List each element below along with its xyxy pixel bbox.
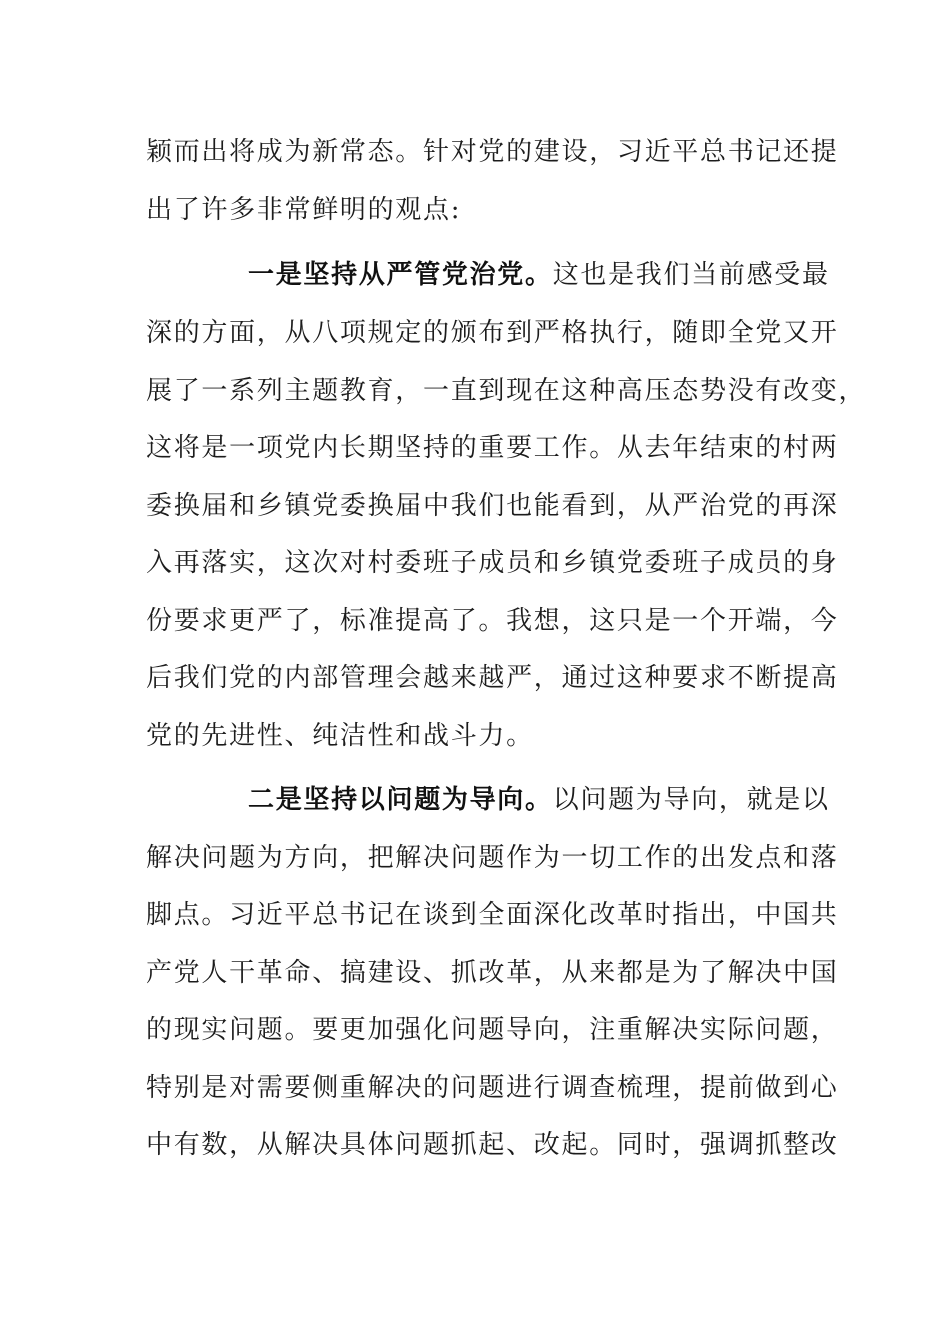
paragraph-line: 颖而出将成为新常态。针对党的建设，习近平总书记还提: [146, 137, 839, 167]
paragraph-line: 后我们党的内部管理会越来越严，通过这种要求不断提高: [146, 663, 839, 693]
point-2-first-line: [248, 780, 830, 820]
paragraph-line: 中有数，从解决具体问题抓起、改起。同时，强调抓整改: [146, 1130, 839, 1160]
paragraph-line: 份要求更严了，标准提高了。我想，这只是一个开端，今: [146, 606, 839, 636]
point-2-text: 以问题为导向，就是以: [552, 785, 830, 815]
point-1-first-line: [248, 255, 830, 295]
paragraph-line: 展了一系列主题教育，一直到现在这种高压态势没有改变，: [146, 376, 867, 406]
paragraph-line: 特别是对需要侧重解决的问题进行调查梳理，提前做到心: [146, 1073, 839, 1103]
paragraph-line: 出了许多非常鲜明的观点:: [146, 195, 462, 225]
point-1-heading: 一是坚持从严管党治党。: [248, 260, 553, 290]
paragraph-line: 产党人干革命、搞建设、抓改革，从来都是为了解决中国: [146, 958, 839, 988]
paragraph-line: 委换届和乡镇党委换届中我们也能看到，从严治党的再深: [146, 491, 839, 521]
paragraph-line: 的现实问题。要更加强化问题导向，注重解决实际问题，: [146, 1015, 839, 1045]
paragraph-line: 深的方面，从八项规定的颁布到严格执行，随即全党又开: [146, 318, 839, 348]
point-1-text: 这也是我们当前感受最: [552, 260, 830, 290]
paragraph-line: 这将是一项党内长期坚持的重要工作。从去年结束的村两: [146, 433, 839, 463]
point-2-heading: 二是坚持以问题为导向。: [248, 785, 553, 815]
paragraph-line: 脚点。习近平总书记在谈到全面深化改革时指出，中国共: [146, 900, 839, 930]
paragraph-line: 党的先进性、纯洁性和战斗力。: [146, 721, 534, 751]
paragraph-line: 解决问题为方向，把解决问题作为一切工作的出发点和落: [146, 843, 839, 873]
paragraph-line: 入再落实，这次对村委班子成员和乡镇党委班子成员的身: [146, 548, 839, 578]
